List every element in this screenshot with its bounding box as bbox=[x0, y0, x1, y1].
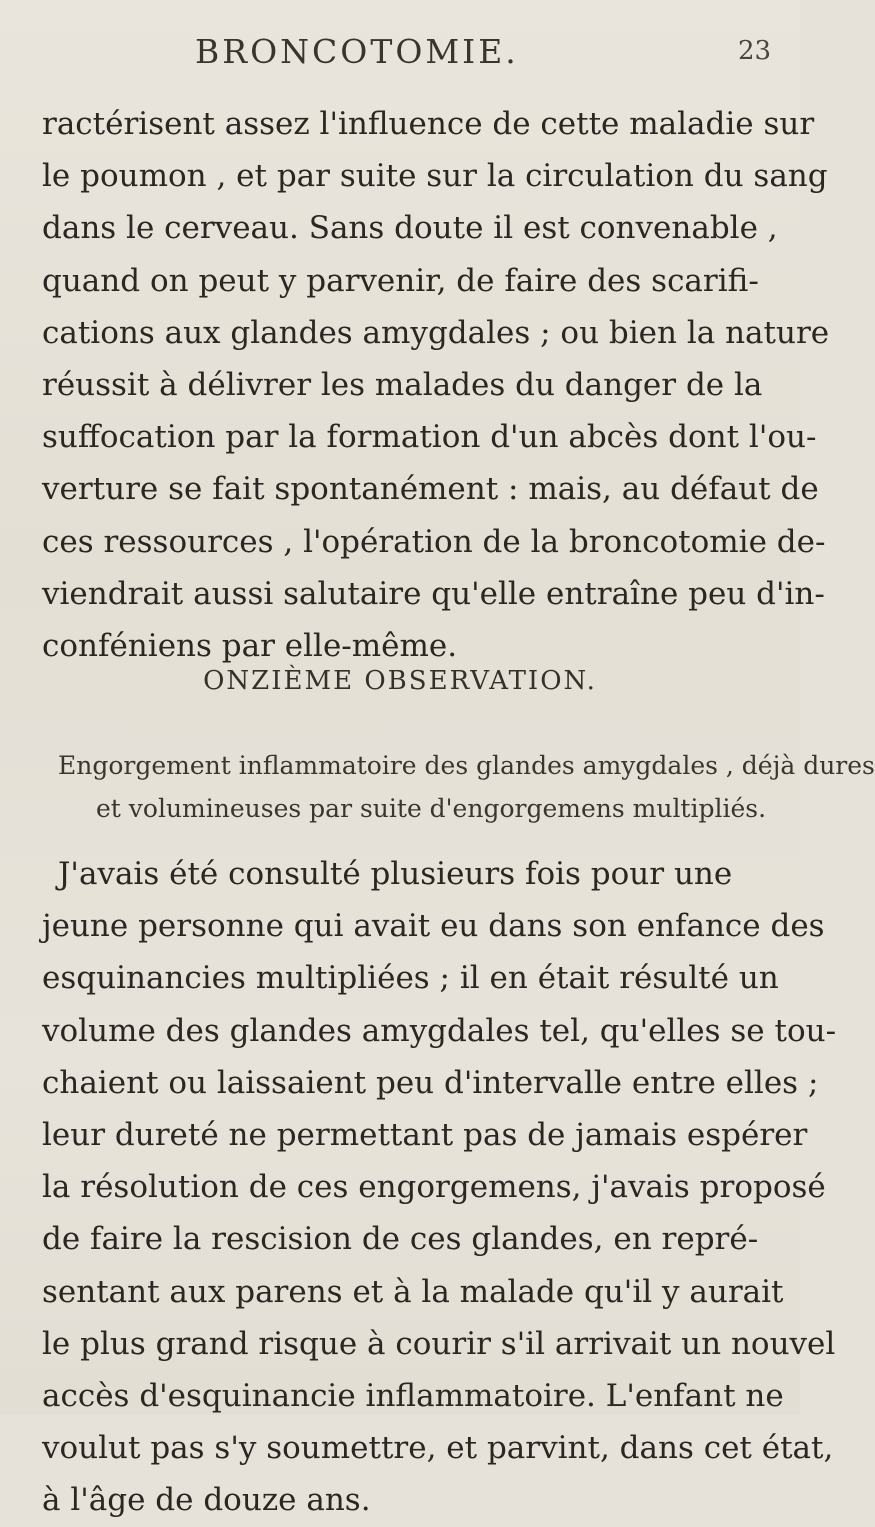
observation-summary bbox=[58, 744, 875, 830]
text-line: ces ressources , l'opération de la broncotomie de- bbox=[42, 523, 826, 560]
text-line: cations aux glandes amygdales ; ou bien la nature bbox=[42, 314, 830, 351]
running-head: BRONCOTOMIE. bbox=[195, 32, 519, 71]
text-line: quand on peut y parvenir, de faire des scarifi- bbox=[42, 262, 759, 299]
page-number: 23 bbox=[738, 36, 772, 66]
text-line: la résolution de ces engorgemens, j'avais proposé bbox=[42, 1169, 826, 1206]
page-header bbox=[0, 28, 800, 78]
text-line: réussit à délivrer les malades du danger de la bbox=[42, 367, 763, 404]
text-line: accès d'esquinancie inflammatoire. L'enfant ne bbox=[42, 1378, 784, 1415]
text-line: le poumon , et par suite sur la circulation du sang bbox=[42, 158, 828, 195]
paragraph-observation bbox=[42, 848, 837, 1527]
text-line: jeune personne qui avait eu dans son enfance des bbox=[42, 908, 825, 945]
text-line: viendrait aussi salutaire qu'elle entraîne peu d'in- bbox=[42, 575, 825, 612]
text-line: chaient ou laissaient peu d'intervalle entre elles ; bbox=[42, 1064, 819, 1101]
text-line: le plus grand risque à courir s'il arrivait un nouvel bbox=[42, 1325, 836, 1362]
text-line: dans le cerveau. Sans doute il est convenable , bbox=[42, 210, 778, 247]
summary-line: Engorgement inflammatoire des glandes amygdales , déjà dures bbox=[58, 751, 875, 780]
text-line: sentant aux parens et à la malade qu'il y aurait bbox=[42, 1273, 784, 1310]
text-line: verture se fait spontanément : mais, au défaut de bbox=[42, 471, 819, 508]
text-line: de faire la rescision de ces glandes, en repré- bbox=[42, 1221, 759, 1258]
text-line: volume des glandes amygdales tel, qu'elles se tou- bbox=[42, 1012, 837, 1049]
text-line: J'avais été consulté plusieurs fois pour une bbox=[58, 856, 733, 892]
text-line: ractérisent assez l'influence de cette maladie sur bbox=[42, 106, 815, 142]
section-title: ONZIÈME OBSERVATION. bbox=[203, 666, 597, 696]
text-line: à l'âge de douze ans. bbox=[42, 1482, 371, 1519]
text-line: leur dureté ne permettant pas de jamais espérer bbox=[42, 1117, 808, 1154]
summary-line: et volumineuses par suite d'engorgemens multipliés. bbox=[96, 794, 767, 823]
text-line: esquinancies multipliées ; il en était résulté un bbox=[42, 960, 779, 997]
text-line: suffocation par la formation d'un abcès dont l'ou- bbox=[42, 419, 817, 456]
text-line: voulut pas s'y soumettre, et parvint, dans cet état, bbox=[42, 1430, 834, 1467]
paragraph-continued bbox=[42, 98, 830, 672]
text-line: conféniens par elle-même. bbox=[42, 628, 458, 665]
